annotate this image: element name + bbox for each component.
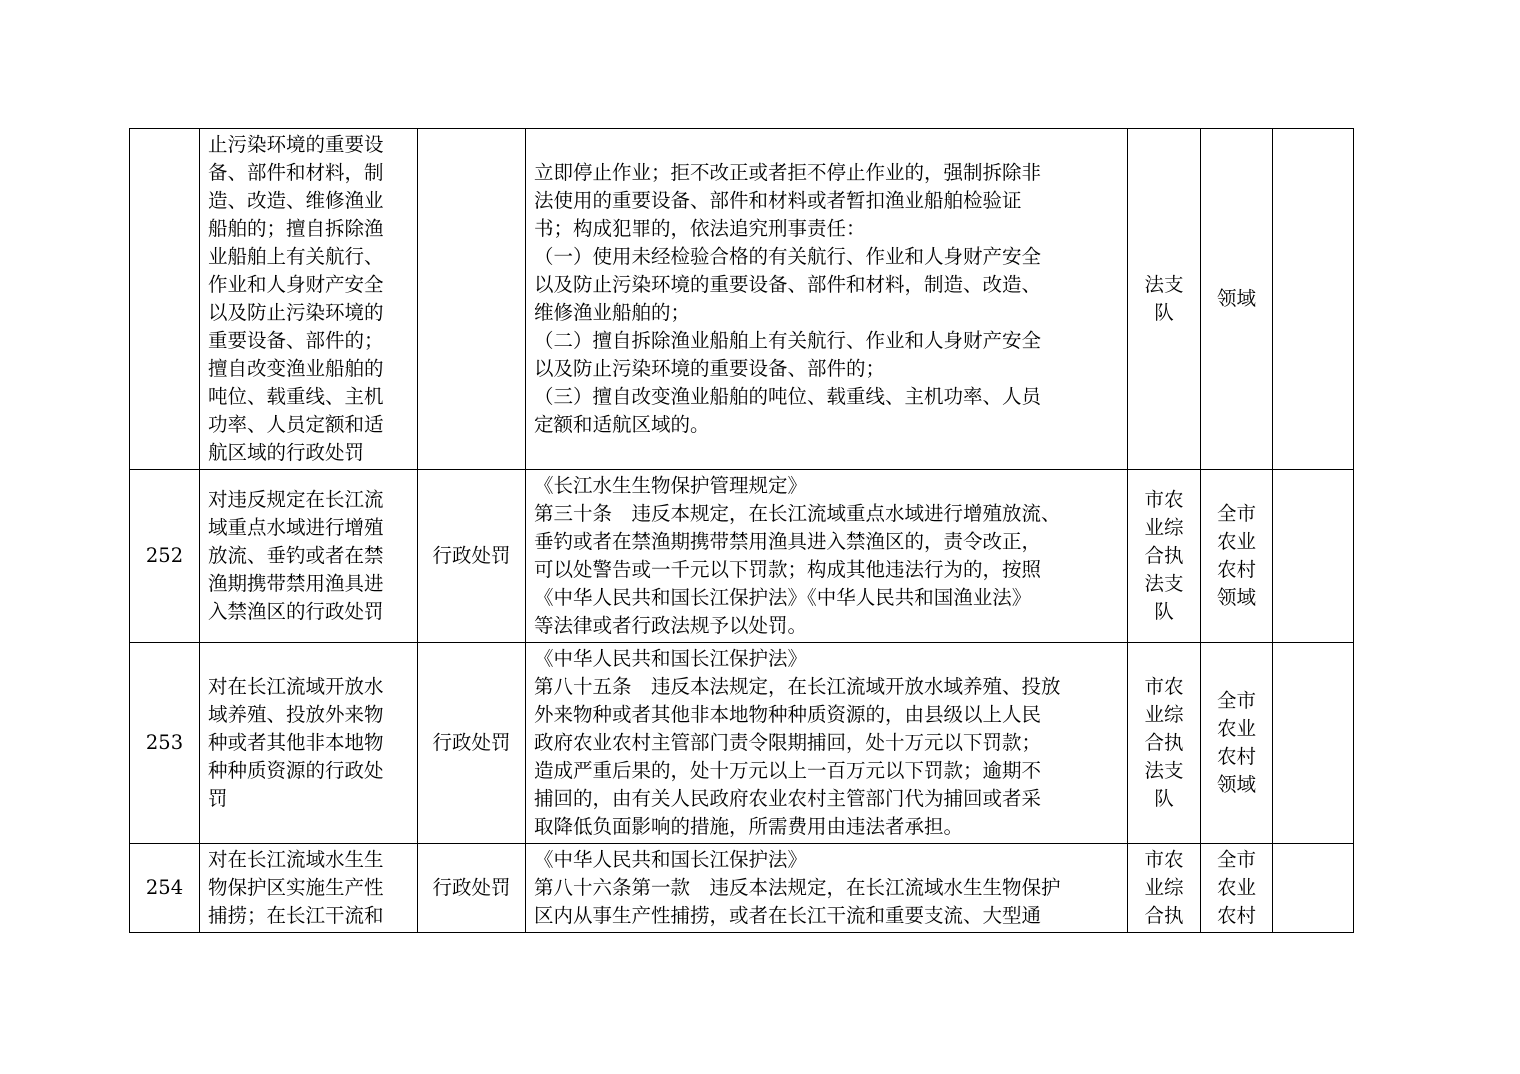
row-number: 254	[130, 844, 200, 933]
legal-basis-cell	[526, 643, 1128, 844]
item-name-line: 擅自改变渔业船舶的	[208, 357, 384, 380]
enforcement-org-line: 法支	[1144, 759, 1184, 782]
legal-basis-line: 外来物种或者其他非本地物种种质资源的，由县级以上人民	[534, 703, 1042, 726]
legal-basis-line: 第三十条 违反本规定，在长江流域重点水域进行增殖放流、	[534, 502, 1061, 525]
scope-line: 农村	[1216, 745, 1256, 768]
item-name-line: 吨位、载重线、主机	[208, 385, 384, 408]
table-row	[130, 129, 1354, 470]
item-name-line: 功率、人员定额和适	[208, 413, 384, 436]
penalty-type: 行政处罚	[418, 643, 526, 844]
item-name-line: 对违反规定在长江流	[208, 488, 384, 511]
penalty-type	[418, 129, 526, 470]
legal-basis-line: 立即停止作业；拒不改正或者拒不停止作业的，强制拆除非	[534, 161, 1042, 184]
item-name-cell	[200, 643, 418, 844]
enforcement-org-line: 法支	[1144, 273, 1184, 296]
table-body	[130, 129, 1354, 933]
remark-cell	[1273, 470, 1354, 643]
item-name-line: 罚	[208, 787, 228, 810]
item-name-line: 捕捞；在长江干流和	[208, 904, 384, 927]
legal-basis-line: 区内从事生产性捕捞，或者在长江干流和重要支流、大型通	[534, 904, 1042, 927]
legal-basis-line: 《长江水生生物保护管理规定》	[534, 474, 808, 497]
enforcement-org-line: 市农	[1144, 848, 1184, 871]
enforcement-org-line: 业综	[1144, 703, 1184, 726]
legal-basis-line: 捕回的，由有关人民政府农业农村主管部门代为捕回或者采	[534, 787, 1042, 810]
legal-basis-line: （二）擅自拆除渔业船舶上有关航行、作业和人身财产安全	[534, 329, 1042, 352]
item-name-line: 作业和人身财产安全	[208, 273, 384, 296]
item-name-line: 域养殖、投放外来物	[208, 703, 384, 726]
item-name-line: 航区域的行政处罚	[208, 441, 365, 464]
item-name-line: 业船舶上有关航行、	[208, 245, 384, 268]
legal-basis-line: 维修渔业船舶的；	[534, 301, 691, 324]
item-name-line: 备、部件和材料，制	[208, 161, 384, 184]
item-name-line: 以及防止污染环境的	[208, 301, 384, 324]
table-row	[130, 470, 1354, 643]
item-name-line: 渔期携带禁用渔具进	[208, 572, 384, 595]
scope-cell	[1201, 470, 1273, 643]
enforcement-org-cell	[1128, 844, 1201, 933]
enforcement-org-line: 合执	[1144, 544, 1184, 567]
enforcement-org-cell	[1128, 643, 1201, 844]
legal-basis-line: 定额和适航区域的。	[534, 413, 710, 436]
scope-cell	[1201, 643, 1273, 844]
legal-basis-line: 《中华人民共和国长江保护法》《中华人民共和国渔业法》	[534, 586, 1032, 609]
item-name-line: 重要设备、部件的；	[208, 329, 384, 352]
legal-basis-line: 法使用的重要设备、部件和材料或者暂扣渔业船舶检验证	[534, 189, 1022, 212]
legal-basis-line: 政府农业农村主管部门责令限期捕回，处十万元以下罚款；	[534, 731, 1042, 754]
item-name-line: 入禁渔区的行政处罚	[208, 600, 384, 623]
legal-basis-line: 以及防止污染环境的重要设备、部件和材料，制造、改造、	[534, 273, 1042, 296]
legal-basis-line: 第八十五条 违反本法规定，在长江流域开放水域养殖、投放	[534, 675, 1061, 698]
scope-line: 农村	[1216, 558, 1256, 581]
item-name-line: 种种质资源的行政处	[208, 759, 384, 782]
table-row	[130, 643, 1354, 844]
penalty-type: 行政处罚	[418, 470, 526, 643]
item-name-line: 对在长江流域水生生	[208, 848, 384, 871]
enforcement-org-line: 队	[1154, 600, 1174, 623]
enforcement-org-line: 市农	[1144, 488, 1184, 511]
scope-line: 农业	[1216, 717, 1256, 740]
scope-line: 农业	[1216, 876, 1256, 899]
legal-basis-line: 《中华人民共和国长江保护法》	[534, 848, 808, 871]
legal-basis-line: 第八十六条第一款 违反本法规定，在长江流域水生生物保护	[534, 876, 1061, 899]
legal-basis-line: 以及防止污染环境的重要设备、部件的；	[534, 357, 886, 380]
scope-line: 领域	[1216, 287, 1256, 310]
item-name-cell	[200, 844, 418, 933]
remark-cell	[1273, 129, 1354, 470]
item-name-line: 对在长江流域开放水	[208, 675, 384, 698]
legal-basis-cell	[526, 129, 1128, 470]
legal-basis-line: 等法律或者行政法规予以处罚。	[534, 614, 808, 637]
remark-cell	[1273, 643, 1354, 844]
scope-line: 全市	[1216, 502, 1256, 525]
scope-line: 全市	[1216, 689, 1256, 712]
item-name-line: 种或者其他非本地物	[208, 731, 384, 754]
enforcement-org-line: 队	[1154, 787, 1174, 810]
enforcement-org-line: 业综	[1144, 876, 1184, 899]
enforcement-org-line: 合执	[1144, 731, 1184, 754]
enforcement-org-line: 法支	[1144, 572, 1184, 595]
legal-basis-cell	[526, 470, 1128, 643]
enforcement-org-line: 合执	[1144, 904, 1184, 927]
item-name-line: 物保护区实施生产性	[208, 876, 384, 899]
row-number: 252	[130, 470, 200, 643]
item-name-line: 域重点水域进行增殖	[208, 516, 384, 539]
scope-line: 领域	[1216, 773, 1256, 796]
item-name-cell	[200, 470, 418, 643]
legal-basis-line: 可以处警告或一千元以下罚款；构成其他违法行为的，按照	[534, 558, 1042, 581]
scope-line: 全市	[1216, 848, 1256, 871]
item-name-cell	[200, 129, 418, 470]
legal-basis-cell	[526, 844, 1128, 933]
item-name-line: 造、改造、维修渔业	[208, 189, 384, 212]
enforcement-org-cell	[1128, 129, 1201, 470]
legal-basis-line: 取降低负面影响的措施，所需费用由违法者承担。	[534, 815, 964, 838]
row-number	[130, 129, 200, 470]
legal-basis-line: 《中华人民共和国长江保护法》	[534, 647, 808, 670]
penalty-table	[129, 128, 1354, 933]
legal-basis-line: 垂钓或者在禁渔期携带禁用渔具进入禁渔区的，责令改正，	[534, 530, 1042, 553]
scope-cell	[1201, 129, 1273, 470]
enforcement-org-line: 队	[1154, 301, 1174, 324]
item-name-line: 止污染环境的重要设	[208, 133, 384, 156]
item-name-line: 放流、垂钓或者在禁	[208, 544, 384, 567]
penalty-type: 行政处罚	[418, 844, 526, 933]
table-row	[130, 844, 1354, 933]
enforcement-org-line: 业综	[1144, 516, 1184, 539]
scope-line: 农村	[1216, 904, 1256, 927]
legal-basis-line: （一）使用未经检验合格的有关航行、作业和人身财产安全	[534, 245, 1042, 268]
remark-cell	[1273, 844, 1354, 933]
item-name-line: 船舶的；擅自拆除渔	[208, 217, 384, 240]
row-number: 253	[130, 643, 200, 844]
enforcement-org-cell	[1128, 470, 1201, 643]
legal-basis-line: 书；构成犯罪的，依法追究刑事责任：	[534, 217, 866, 240]
scope-line: 农业	[1216, 530, 1256, 553]
scope-cell	[1201, 844, 1273, 933]
enforcement-org-line: 市农	[1144, 675, 1184, 698]
legal-basis-line: （三）擅自改变渔业船舶的吨位、载重线、主机功率、人员	[534, 385, 1042, 408]
scope-line: 领域	[1216, 586, 1256, 609]
legal-basis-line: 造成严重后果的，处十万元以上一百万元以下罚款；逾期不	[534, 759, 1042, 782]
